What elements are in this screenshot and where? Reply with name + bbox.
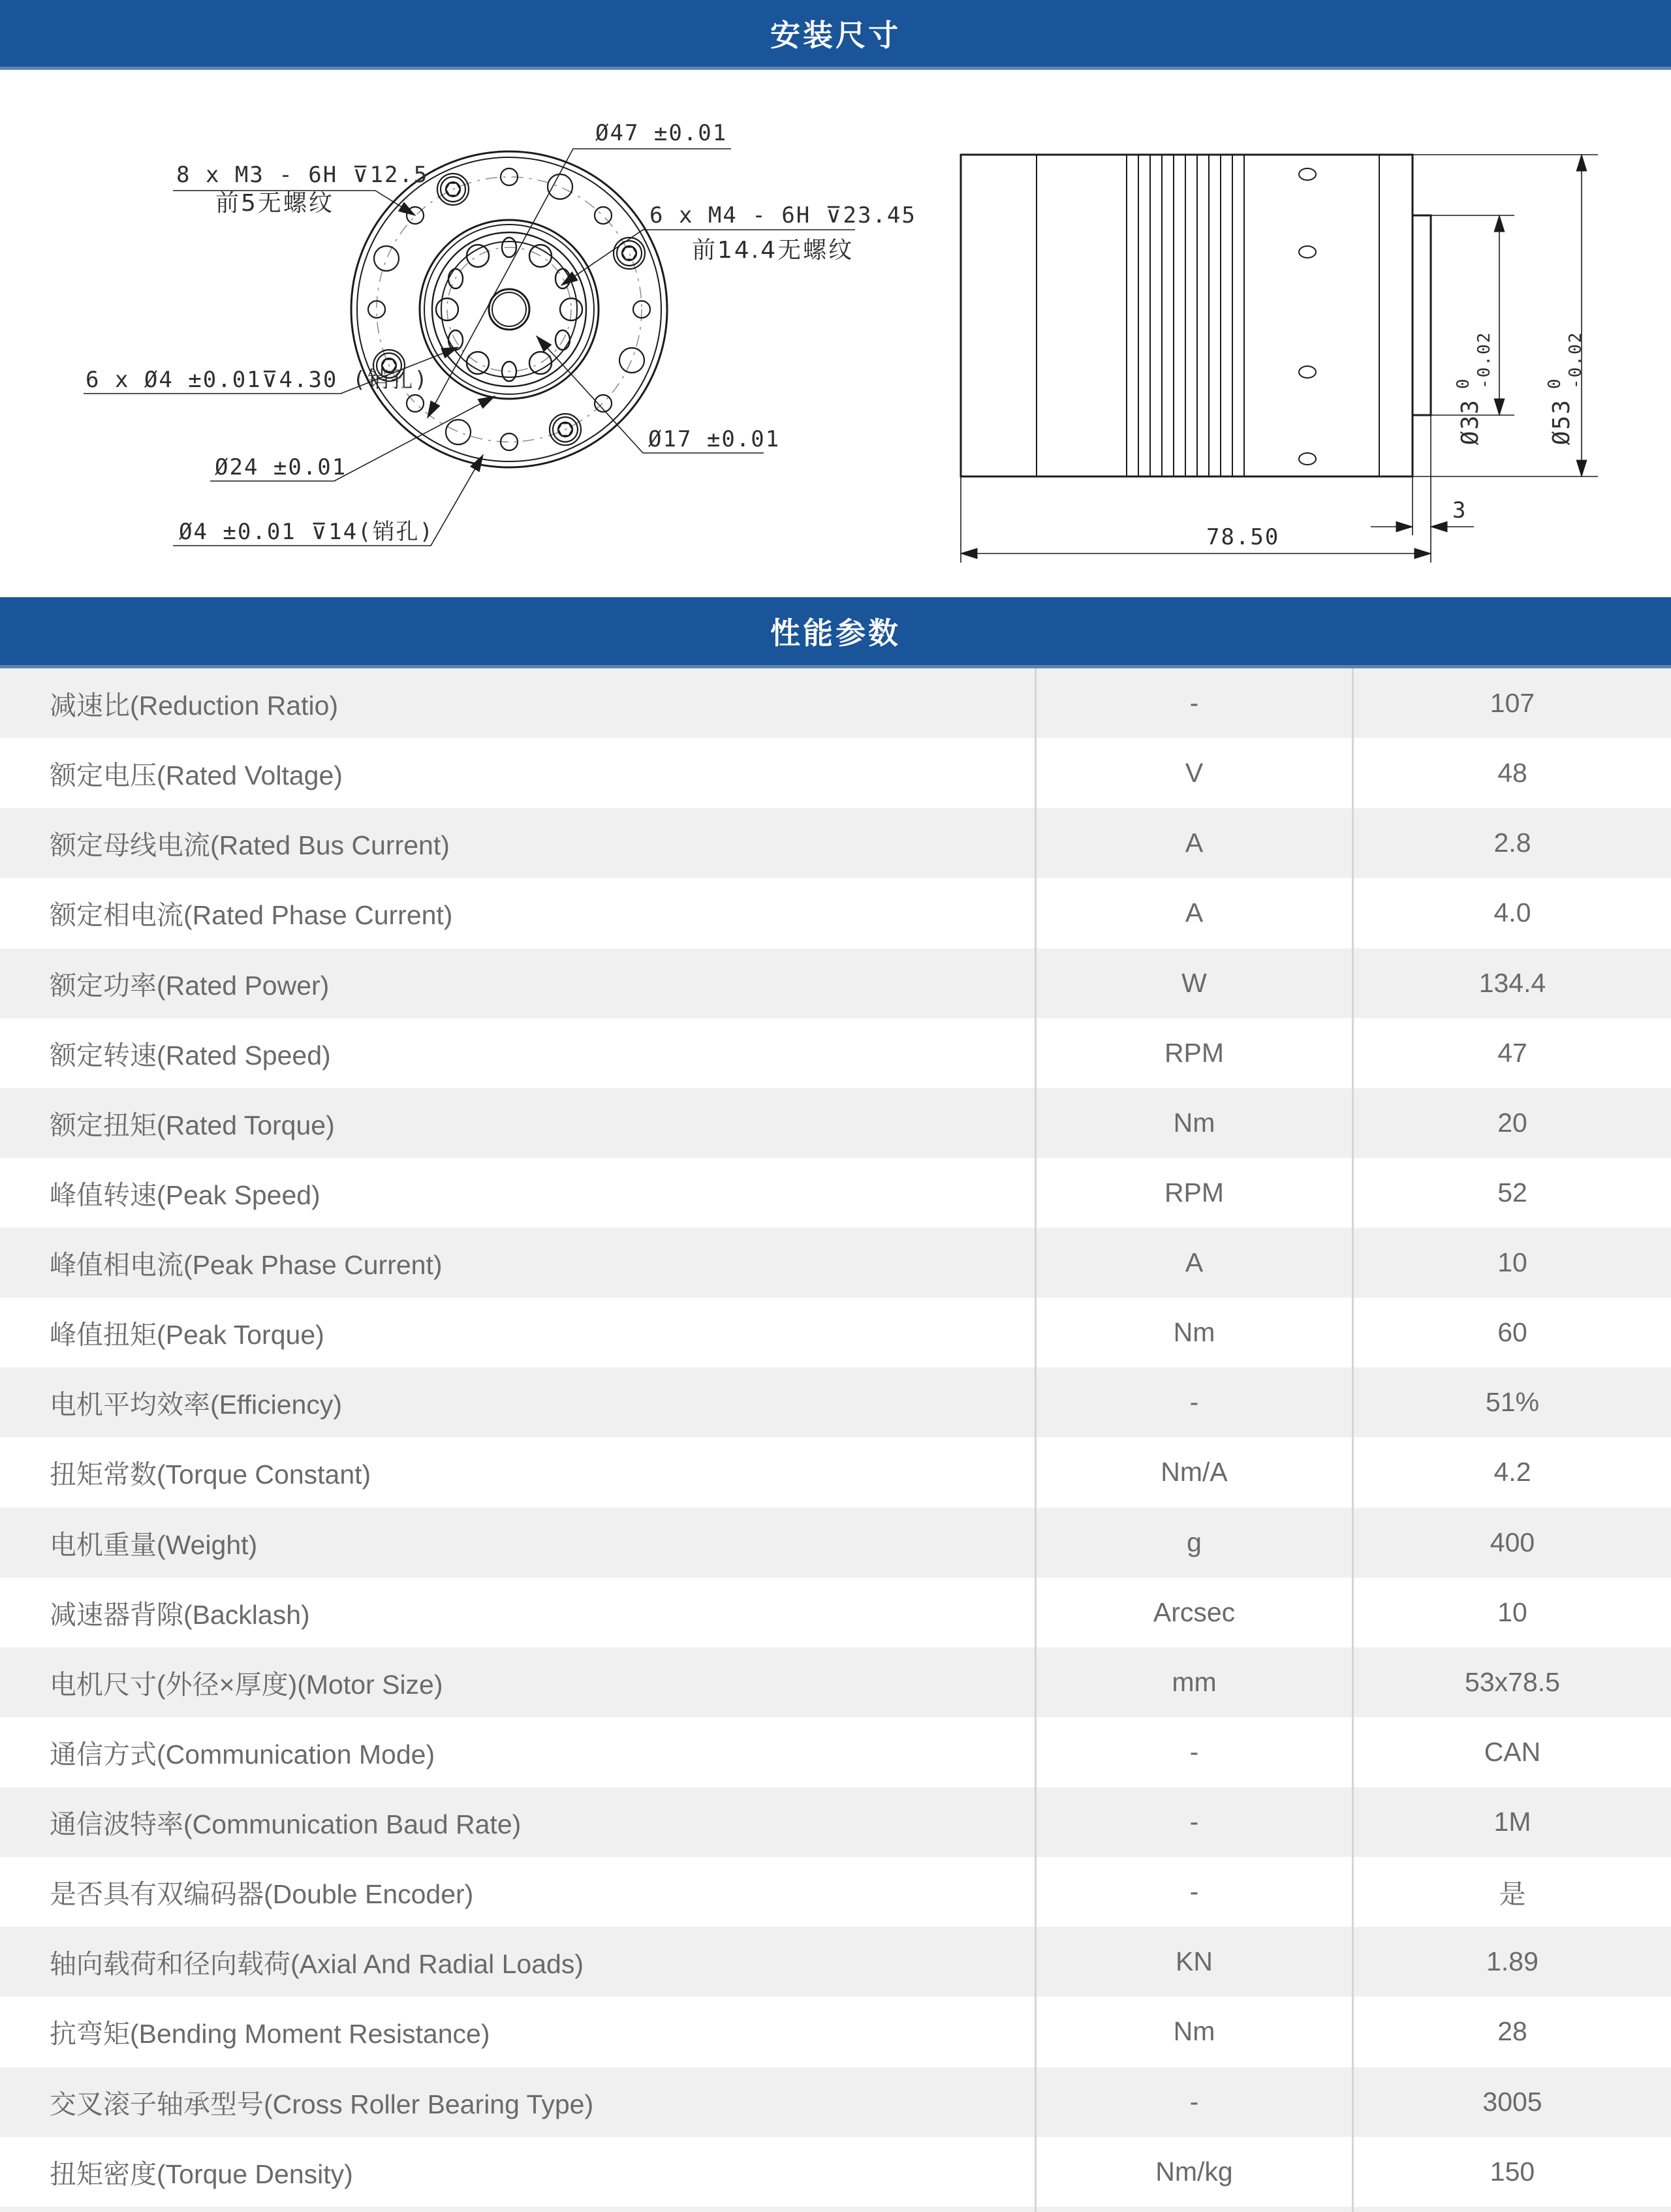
param-value: 2.8	[1493, 828, 1531, 858]
param-value: 400	[1490, 1527, 1535, 1557]
table-row	[0, 1997, 1671, 2066]
param-value: 51%	[1485, 1387, 1540, 1418]
installation-title: 安装尺寸	[770, 18, 901, 52]
param-label: 额定功率(Rated Power)	[0, 948, 1037, 1018]
dim-d17: Ø17 ±0.01	[648, 426, 781, 452]
table-row	[0, 2067, 1671, 2137]
dim-d24: Ø24 ±0.01	[215, 454, 347, 480]
param-label: 额定转速(Rated Speed)	[0, 1018, 1037, 1088]
table-next-row-sliver	[0, 2207, 1671, 2212]
svg-text:0: 0	[1454, 377, 1473, 389]
param-label: 减速比(Reduction Ratio)	[0, 668, 1037, 738]
param-value: 3005	[1482, 2086, 1542, 2117]
table-row	[0, 738, 1671, 808]
housing-holes	[1299, 168, 1316, 465]
table-row	[0, 1508, 1671, 1578]
svg-text:Ø53: Ø53	[1548, 398, 1575, 445]
param-value: 20	[1497, 1107, 1527, 1138]
param-label: 是否具有双编码器(Double Encoder)	[0, 1857, 1037, 1927]
param-unit: -	[1037, 1857, 1354, 1927]
param-unit: Nm	[1037, 1298, 1354, 1367]
outer-m3-holes	[368, 168, 650, 450]
side-view	[961, 155, 1598, 563]
table-row	[0, 1927, 1671, 1997]
svg-text:0: 0	[1545, 377, 1565, 389]
param-unit: V	[1037, 738, 1354, 808]
param-value: 是	[1499, 1879, 1526, 1910]
param-label: 通信方式(Communication Mode)	[0, 1717, 1037, 1787]
performance-header-bar	[0, 597, 1671, 668]
param-unit: A	[1037, 878, 1354, 948]
note-pin1: 6 x Ø4 ±0.01⊽4.30 (销孔)	[86, 367, 429, 393]
svg-text:Ø33: Ø33	[1457, 398, 1484, 445]
table-row	[0, 1437, 1671, 1507]
dim-d47: Ø47 ±0.01	[595, 120, 728, 146]
table-row	[0, 808, 1671, 878]
param-label: 减速器背隙(Backlash)	[0, 1578, 1037, 1647]
fins	[1127, 155, 1244, 476]
param-unit: A	[1037, 808, 1354, 878]
performance-table	[0, 668, 1671, 2207]
param-value: 10	[1497, 1247, 1527, 1278]
table-row	[0, 1787, 1671, 1857]
installation-header-bar	[0, 0, 1671, 70]
performance-title: 性能参数	[770, 616, 901, 650]
param-label: 抗弯矩(Bending Moment Resistance)	[0, 1997, 1037, 2066]
param-unit: RPM	[1037, 1158, 1354, 1228]
param-value: CAN	[1484, 1736, 1541, 1767]
param-value: 4.2	[1493, 1457, 1531, 1488]
table-row	[0, 1018, 1671, 1088]
param-label: 峰值扭矩(Peak Torque)	[0, 1298, 1037, 1367]
table-row	[0, 1647, 1671, 1717]
param-unit: Arcsec	[1037, 1578, 1354, 1647]
table-row	[0, 948, 1671, 1018]
param-unit: W	[1037, 948, 1354, 1018]
param-label: 电机尺寸(外径×厚度)(Motor Size)	[0, 1647, 1037, 1717]
param-unit: -	[1037, 1367, 1354, 1437]
svg-text:-0.02: -0.02	[1475, 331, 1494, 389]
param-unit: g	[1037, 1508, 1354, 1578]
param-unit: -	[1037, 668, 1354, 738]
param-unit: -	[1037, 1717, 1354, 1787]
dimension-drawings	[0, 70, 1671, 597]
table-row	[0, 1298, 1671, 1367]
table-row	[0, 1367, 1671, 1437]
param-unit: Nm/kg	[1037, 2137, 1354, 2207]
note-m4: 6 x M4 - 6H ⊽23.45	[649, 202, 916, 228]
param-value: 134.4	[1478, 967, 1546, 998]
table-row	[0, 1857, 1671, 1927]
table-row	[0, 2137, 1671, 2207]
table-row	[0, 1578, 1671, 1647]
param-label: 额定相电流(Rated Phase Current)	[0, 878, 1037, 948]
dim-step: 3	[1452, 497, 1467, 523]
table-row	[0, 1088, 1671, 1158]
param-label: 额定电压(Rated Voltage)	[0, 738, 1037, 808]
param-value: 4.0	[1493, 897, 1531, 928]
note-pin2: Ø4 ±0.01 ⊽14(销孔)	[179, 519, 434, 545]
note-m3-cn: 前5无螺纹	[215, 190, 334, 217]
dim-d53	[1545, 332, 1585, 445]
param-label: 轴向载荷和径向载荷(Axial And Radial Loads)	[0, 1927, 1037, 1997]
param-value: 107	[1490, 688, 1535, 719]
param-value: 53x78.5	[1465, 1666, 1560, 1697]
param-label: 电机重量(Weight)	[0, 1508, 1037, 1578]
param-value: 52	[1497, 1177, 1527, 1207]
param-unit: A	[1037, 1228, 1354, 1298]
param-label: 扭矩密度(Torque Density)	[0, 2137, 1037, 2207]
param-unit: Nm	[1037, 1997, 1354, 2066]
param-value: 28	[1497, 2016, 1527, 2047]
param-label: 峰值转速(Peak Speed)	[0, 1158, 1037, 1228]
param-label: 扭矩常数(Torque Constant)	[0, 1437, 1037, 1507]
param-label: 额定母线电流(Rated Bus Current)	[0, 808, 1037, 878]
param-value: 1.89	[1486, 1946, 1538, 1977]
inner-holes	[436, 238, 582, 381]
param-label: 通信波特率(Communication Baud Rate)	[0, 1787, 1037, 1857]
param-value: 47	[1497, 1037, 1527, 1068]
table-row	[0, 1717, 1671, 1787]
param-unit: -	[1037, 2067, 1354, 2137]
param-label: 电机平均效率(Efficiency)	[0, 1367, 1037, 1437]
param-value: 150	[1490, 2156, 1535, 2187]
param-unit: RPM	[1037, 1018, 1354, 1088]
cad-drawing-svg	[0, 70, 1671, 597]
dim-length: 78.50	[1206, 524, 1280, 550]
table-row	[0, 878, 1671, 948]
param-label: 交叉滚子轴承型号(Cross Roller Bearing Type)	[0, 2067, 1037, 2137]
dim-d33	[1454, 332, 1494, 445]
table-row	[0, 668, 1671, 738]
note-m3: 8 x M3 - 6H ⊽12.5	[176, 162, 429, 188]
front-view	[84, 120, 916, 546]
param-unit: -	[1037, 1787, 1354, 1857]
table-row	[0, 1228, 1671, 1298]
param-value: 48	[1497, 758, 1527, 788]
param-unit: mm	[1037, 1647, 1354, 1717]
param-value: 10	[1497, 1597, 1527, 1627]
param-value: 1M	[1493, 1807, 1531, 1837]
note-m4-cn: 前14.4无螺纹	[692, 237, 854, 264]
param-unit: Nm/A	[1037, 1437, 1354, 1507]
param-unit: Nm	[1037, 1088, 1354, 1158]
param-unit: KN	[1037, 1927, 1354, 1997]
param-label: 额定扭矩(Rated Torque)	[0, 1088, 1037, 1158]
param-value: 60	[1497, 1317, 1527, 1348]
table-row	[0, 1158, 1671, 1228]
param-label: 峰值相电流(Peak Phase Current)	[0, 1228, 1037, 1298]
svg-text:-0.02: -0.02	[1566, 331, 1585, 389]
